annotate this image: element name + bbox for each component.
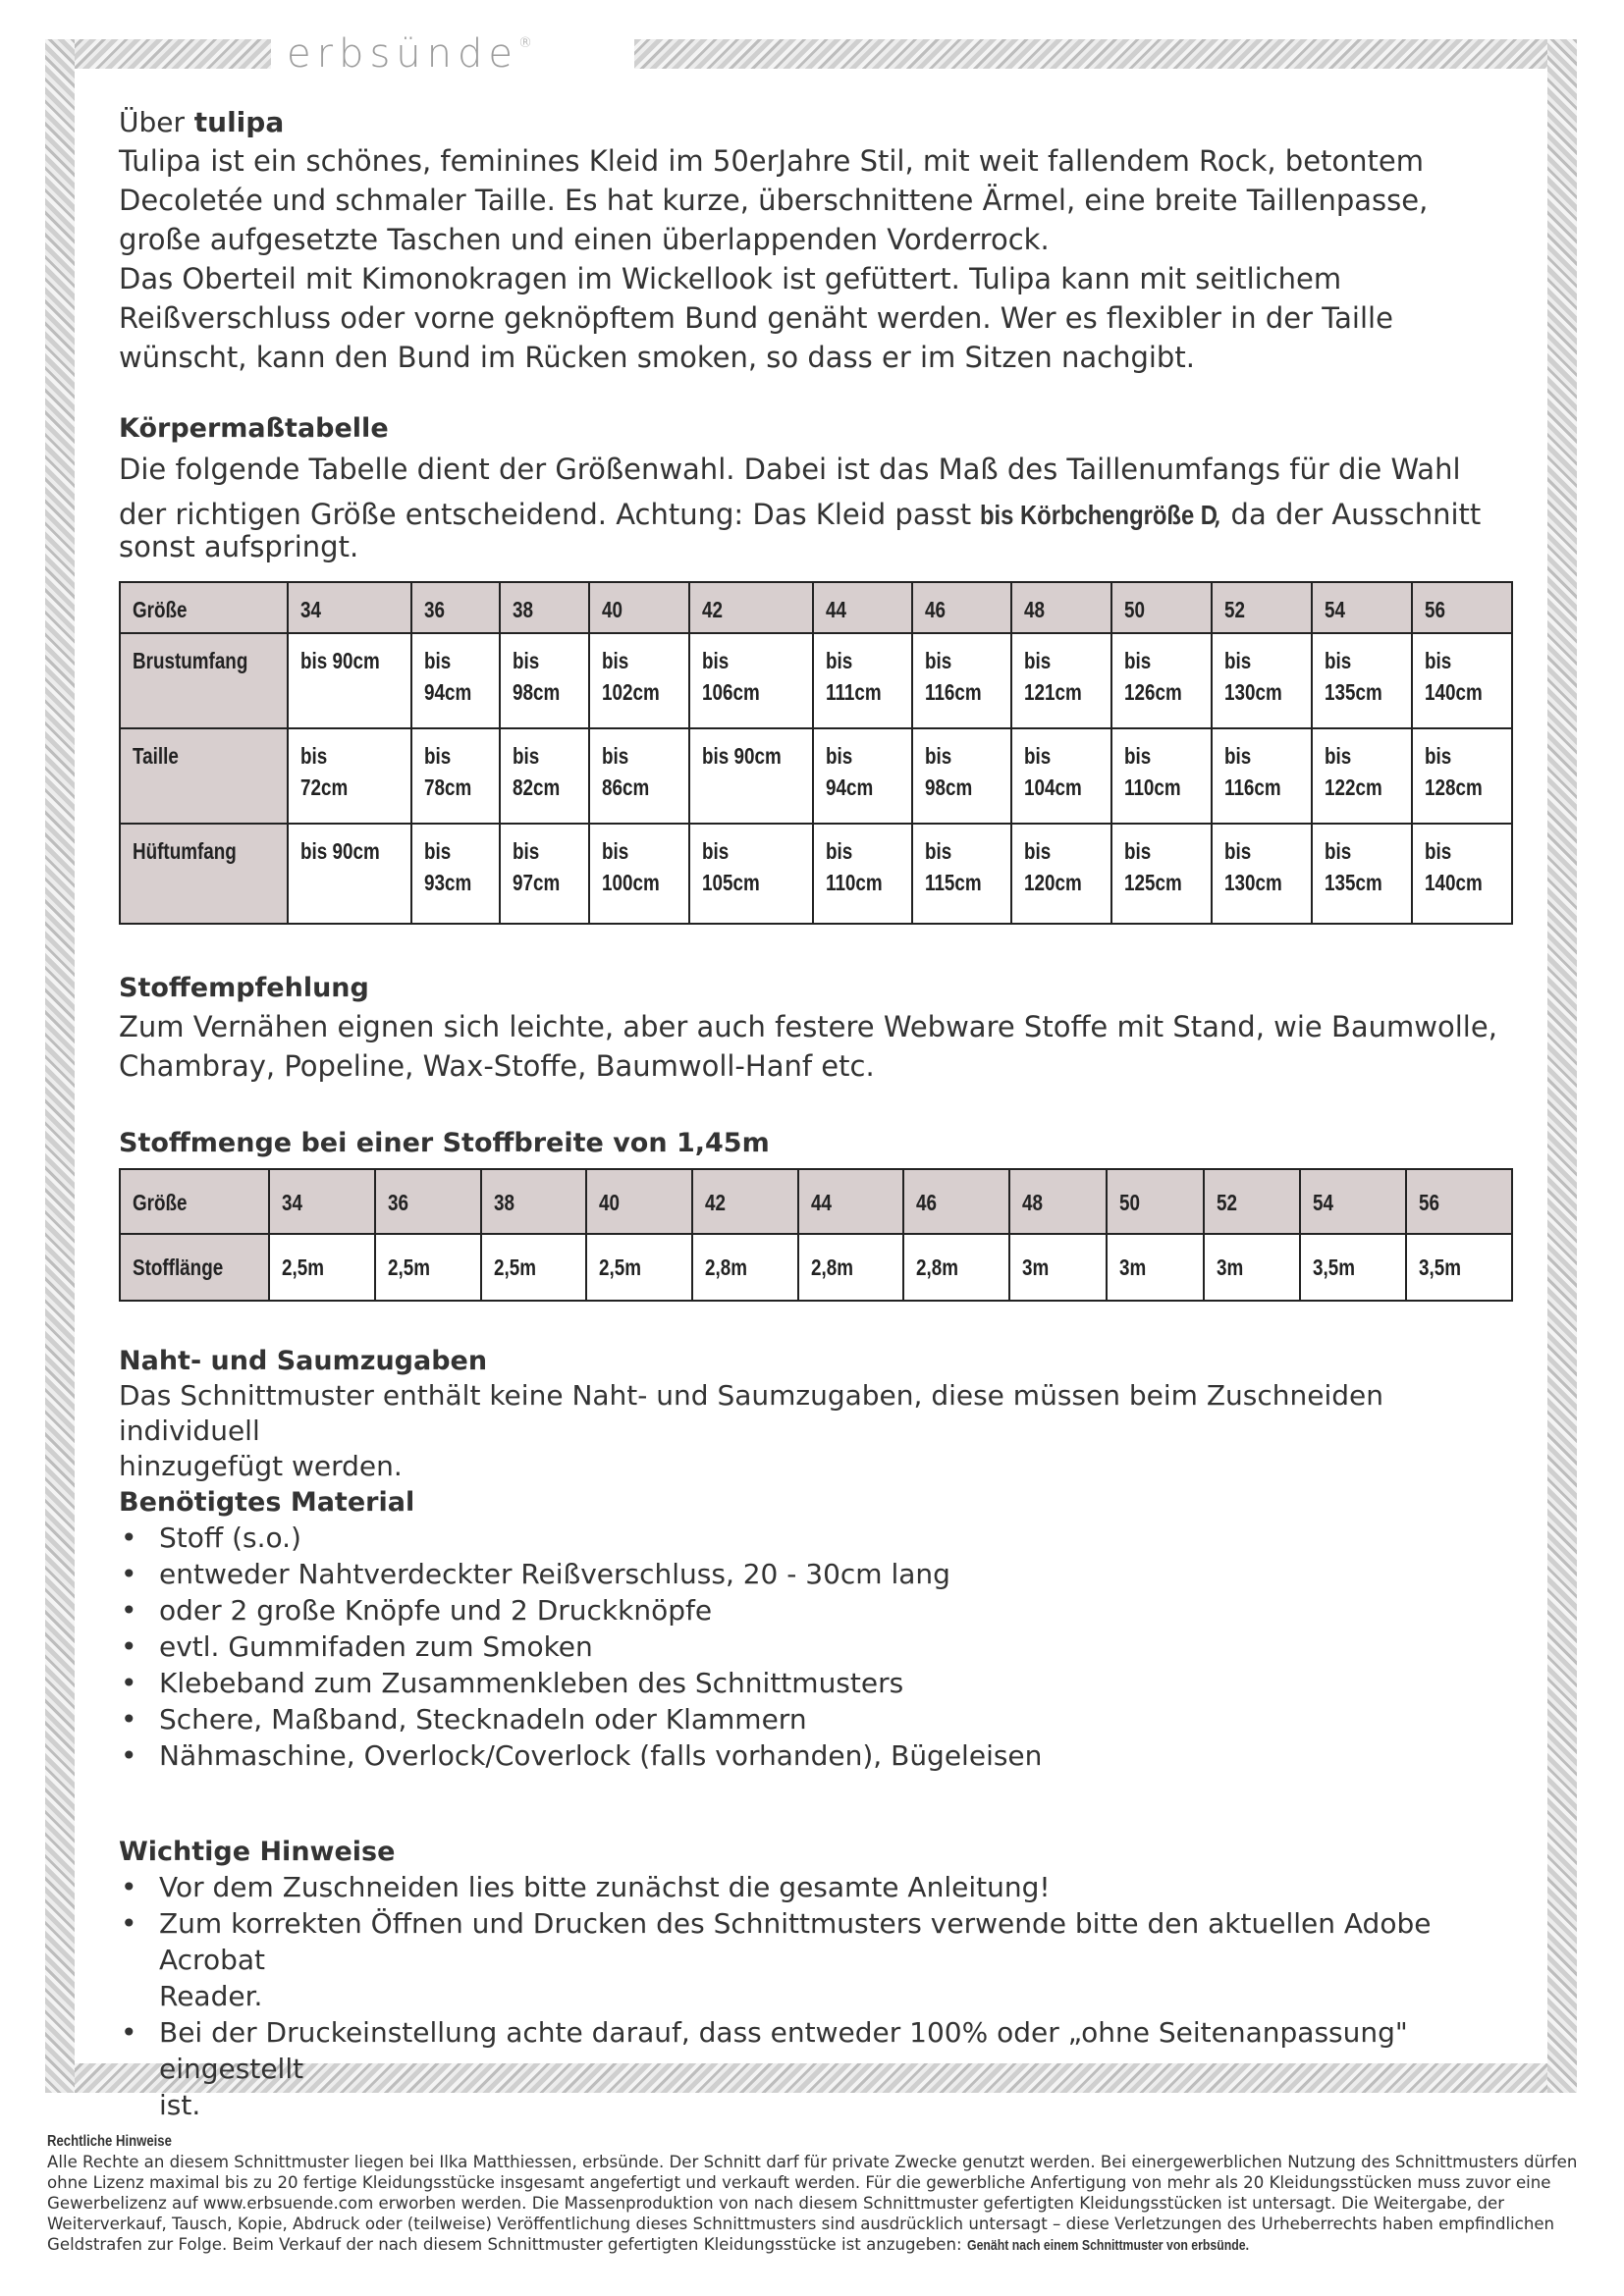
fabric-text-line: Zum Vernähen eignen sich leichte, aber auch festere Webware Stoffe mit Stand, wie Baumwolle, xyxy=(119,1010,1497,1043)
table-cell xyxy=(1412,633,1512,728)
note-text: • Zum korrekten Öffnen und Drucken des Schnittmusters verwende bitte den aktuellen Adobe Acrobat xyxy=(159,1907,1432,1976)
legal-text xyxy=(47,2152,1589,2234)
cell-text: bis xyxy=(924,743,952,769)
amount-value: 3m xyxy=(1216,1255,1243,1280)
legal-heading: Rechtliche Hinweise xyxy=(47,2133,172,2150)
row-label-cell xyxy=(120,1234,269,1301)
amount-value: 3,5m xyxy=(1313,1255,1356,1280)
note-item xyxy=(119,2014,1513,2123)
body-measure-section xyxy=(119,412,1513,566)
fabric-text xyxy=(119,1007,1513,1086)
seam-heading: Naht- und Saumzugaben xyxy=(119,1346,488,1376)
cell-text: 100cm xyxy=(602,870,661,895)
cell-text: bis xyxy=(702,648,730,673)
table-cell xyxy=(912,824,1011,924)
size-label: 42 xyxy=(704,1190,726,1215)
table-cell xyxy=(589,824,689,924)
legal-last-line: Geldstrafen zur Folge. Beim Verkauf der nach diesem Schnittmuster gefertigten Kleidungsstücke ist anzugeben: Genäht nach einem Schnittmuster von erbsünde. xyxy=(47,2235,1249,2254)
cell-text: bis xyxy=(1223,648,1252,673)
cell-text: bis xyxy=(602,743,629,769)
table-cell xyxy=(288,824,410,924)
body-measure-heading: Körpermaßtabelle xyxy=(119,413,389,444)
cell-text: 126cm xyxy=(1123,679,1182,705)
frame-top-left xyxy=(45,39,271,69)
cell-text: bis xyxy=(602,838,629,864)
material-item: • evtl. Gummifaden zum Smoken xyxy=(119,1629,1513,1665)
cell-text: bis xyxy=(924,648,952,673)
size-label: 52 xyxy=(1223,597,1245,622)
about-text-line: Reißverschluss oder vorne geknöpftem Bund genäht werden. Wer es flexibler in der Taille xyxy=(119,301,1393,335)
table-header-row xyxy=(120,1169,1512,1234)
cell-text: 135cm xyxy=(1324,679,1382,705)
notes-heading: Wichtige Hinweise xyxy=(119,1837,396,1867)
material-item: • Schere, Maßband, Stecknadeln oder Klammern xyxy=(119,1701,1513,1737)
table-cell xyxy=(689,728,812,824)
size-label-cell xyxy=(1204,1169,1301,1234)
amount-value-cell xyxy=(375,1234,481,1301)
amount-value: 3m xyxy=(1022,1255,1050,1280)
cell-text: 120cm xyxy=(1023,870,1082,895)
cell-text: 105cm xyxy=(702,870,761,895)
size-header-cell xyxy=(1212,582,1312,633)
table-cell xyxy=(689,824,812,924)
cell-text: bis xyxy=(423,838,451,864)
table-row xyxy=(120,1234,1512,1301)
cell-text: bis xyxy=(300,743,328,769)
cell-text: 140cm xyxy=(1424,679,1483,705)
row-label-cell xyxy=(120,633,288,728)
size-header-cell xyxy=(912,582,1011,633)
row-label: Stofflänge xyxy=(133,1255,224,1280)
size-label: 46 xyxy=(916,1190,938,1215)
legal-text-line: ohne Lizenz maximal bis zu 20 fertige Kleidungsstücke insgesamt angefertigt und verkauft werden. Für die gewerbliche Anfertigung von mehr als 20 Kleidungsstücken muss zuvor eine xyxy=(47,2173,1551,2192)
cell-text: 78cm xyxy=(423,774,471,800)
about-text-line: Decoletée und schmaler Taille. Es hat kurze, überschnittene Ärmel, eine breite Taillenpasse, xyxy=(119,184,1429,217)
cell-text: bis 90cm xyxy=(300,648,380,673)
legal-text-line: Alle Rechte an diesem Schnittmuster liegen bei Ilka Matthiessen, erbsünde. Der Schnitt darf für private Zwecke genutzt werden. Bei einergewerblichen Nutzung des Schnittmusters dürfen xyxy=(47,2153,1578,2171)
cell-text: bis xyxy=(1424,648,1452,673)
size-label: 50 xyxy=(1123,597,1145,622)
frame-right xyxy=(1547,39,1577,2093)
table-cell xyxy=(589,633,689,728)
note-text: ist. xyxy=(159,2089,201,2121)
amount-value: 2,5m xyxy=(387,1255,430,1280)
material-heading: Benötigtes Material xyxy=(119,1487,415,1518)
cell-text: bis xyxy=(825,743,853,769)
size-label: 42 xyxy=(702,597,724,622)
notes-section xyxy=(119,1836,1513,2123)
frame-top-right xyxy=(634,39,1577,69)
table-cell xyxy=(1212,633,1312,728)
cell-text: 94cm xyxy=(825,774,874,800)
table-cell xyxy=(689,633,812,728)
size-label: 52 xyxy=(1216,1190,1237,1215)
cell-text: bis xyxy=(702,838,730,864)
size-label: 34 xyxy=(300,597,322,622)
table-cell xyxy=(589,728,689,824)
size-label-cell xyxy=(1107,1169,1204,1234)
cell-text: 121cm xyxy=(1023,679,1082,705)
about-section xyxy=(119,106,1513,377)
size-header-cell xyxy=(689,582,812,633)
size-label: 44 xyxy=(810,1190,832,1215)
seam-text xyxy=(119,1378,1513,1484)
cell-text: 104cm xyxy=(1023,774,1082,800)
about-text-line: Das Oberteil mit Kimonokragen im Wickellook ist gefüttert. Tulipa kann mit seitlichem xyxy=(119,262,1342,295)
size-label-cell xyxy=(1009,1169,1107,1234)
table-cell xyxy=(411,728,501,824)
size-label: 54 xyxy=(1324,597,1345,622)
size-label: 38 xyxy=(513,597,534,622)
about-heading: Über tulipa xyxy=(119,106,285,138)
amount-value-cell xyxy=(1009,1234,1107,1301)
cell-text: 86cm xyxy=(602,774,650,800)
row-label: Brustumfang xyxy=(133,648,248,673)
fabric-section xyxy=(119,972,1513,1086)
table-cell xyxy=(288,633,410,728)
size-label-cell xyxy=(481,1169,587,1234)
size-label: 56 xyxy=(1419,1190,1440,1215)
table-cell xyxy=(288,728,410,824)
cell-text: 93cm xyxy=(423,870,471,895)
cell-text: 140cm xyxy=(1424,870,1483,895)
size-label-cell xyxy=(586,1169,692,1234)
amount-heading: Stoffmenge bei einer Stoffbreite von 1,45m xyxy=(119,1128,770,1158)
size-label: 50 xyxy=(1118,1190,1140,1215)
header-cell xyxy=(120,582,288,633)
size-label: 54 xyxy=(1313,1190,1334,1215)
cell-text: 98cm xyxy=(513,679,561,705)
amount-value: 2,8m xyxy=(704,1255,747,1280)
amount-value-cell xyxy=(798,1234,904,1301)
cell-text: 94cm xyxy=(423,679,471,705)
note-text: • Bei der Druckeinstellung achte darauf, dass entweder 100% oder „ohne Seitenanpassung" eingestellt xyxy=(159,2016,1408,2085)
size-label: 34 xyxy=(282,1190,303,1215)
cell-text: 97cm xyxy=(513,870,561,895)
amount-value-cell xyxy=(481,1234,587,1301)
cell-text: bis xyxy=(1324,648,1352,673)
cell-text: bis xyxy=(1223,743,1252,769)
table-cell xyxy=(500,633,589,728)
material-item: • Klebeband zum Zusammenkleben des Schnittmusters xyxy=(119,1665,1513,1701)
material-item: • Nähmaschine, Overlock/Coverlock (falls vorhanden), Bügeleisen xyxy=(119,1737,1513,1774)
body-measure-line3: sonst aufspringt. xyxy=(119,530,359,563)
size-header-cell xyxy=(288,582,410,633)
row-label: Taille xyxy=(133,743,179,769)
amount-value: 2,8m xyxy=(916,1255,959,1280)
cell-text: bis xyxy=(1424,743,1452,769)
material-item: • oder 2 große Knöpfe und 2 Druckknöpfe xyxy=(119,1592,1513,1629)
size-label: 48 xyxy=(1022,1190,1043,1215)
size-label: 40 xyxy=(599,1190,621,1215)
table-cell xyxy=(1312,824,1412,924)
table-row xyxy=(120,633,1512,728)
seam-text-line: hinzugefügt werden. xyxy=(119,1450,403,1482)
size-label-cell xyxy=(1406,1169,1512,1234)
seam-text-line: Das Schnittmuster enthält keine Naht- und Saumzugaben, diese müssen beim Zuschneiden individuell xyxy=(119,1379,1383,1447)
table-cell xyxy=(1212,824,1312,924)
size-label: 56 xyxy=(1424,597,1445,622)
cell-text: 72cm xyxy=(300,774,349,800)
about-text-line: Tulipa ist ein schönes, feminines Kleid im 50erJahre Stil, mit weit fallendem Rock, betontem xyxy=(119,144,1425,178)
amount-value-cell xyxy=(1204,1234,1301,1301)
note-text: Reader. xyxy=(159,1980,263,2012)
table-row xyxy=(120,728,1512,824)
body-measure-table xyxy=(119,581,1513,925)
size-label: 46 xyxy=(924,597,946,622)
table-cell xyxy=(1011,633,1111,728)
cell-text: bis xyxy=(602,648,629,673)
cell-text: bis xyxy=(1023,648,1051,673)
size-label-cell xyxy=(269,1169,375,1234)
size-label-cell xyxy=(692,1169,798,1234)
table-cell xyxy=(1312,728,1412,824)
fabric-text-line: Chambray, Popeline, Wax-Stoffe, Baumwoll-Hanf etc. xyxy=(119,1049,875,1083)
row-label-cell xyxy=(120,728,288,824)
cell-text: 106cm xyxy=(702,679,761,705)
about-text-line: wünscht, kann den Bund im Rücken smoken, so dass er im Sitzen nachgibt. xyxy=(119,341,1195,374)
cell-text: 128cm xyxy=(1424,774,1483,800)
material-item: • Stoff (s.o.) xyxy=(119,1520,1513,1556)
cell-text: 111cm xyxy=(825,679,882,705)
material-list xyxy=(119,1520,1513,1774)
amount-value-cell xyxy=(269,1234,375,1301)
cell-text: bis xyxy=(1023,743,1051,769)
cell-text: 110cm xyxy=(825,870,883,895)
cell-text: bis xyxy=(513,838,540,864)
table-header-row xyxy=(120,582,1512,633)
cell-text: bis 90cm xyxy=(702,743,783,769)
table-cell xyxy=(1412,824,1512,924)
header-label: Größe xyxy=(133,597,188,622)
cell-text: bis xyxy=(825,838,853,864)
body-measure-line1: Die folgende Tabelle dient der Größenwahl. Dabei ist das Maß des Taillenumfangs für die Wahl xyxy=(119,453,1461,486)
size-header-cell xyxy=(1011,582,1111,633)
amount-value-cell xyxy=(692,1234,798,1301)
cell-text: bis xyxy=(513,743,540,769)
size-header-cell xyxy=(589,582,689,633)
table-cell xyxy=(1111,824,1212,924)
amount-value-cell xyxy=(903,1234,1009,1301)
material-section xyxy=(119,1486,1513,1774)
cell-text: 130cm xyxy=(1223,679,1282,705)
cell-text: 125cm xyxy=(1123,870,1182,895)
size-label: 36 xyxy=(423,597,445,622)
fabric-heading: Stoffempfehlung xyxy=(119,973,369,1003)
fabric-amount-table xyxy=(119,1168,1513,1302)
cell-text: 116cm xyxy=(924,679,982,705)
amount-value-cell xyxy=(586,1234,692,1301)
cell-text: 116cm xyxy=(1223,774,1281,800)
legal-notice xyxy=(47,2130,1589,2256)
row-label-cell xyxy=(120,824,288,924)
amount-value-cell xyxy=(1406,1234,1512,1301)
cell-text: 130cm xyxy=(1223,870,1282,895)
size-label-cell xyxy=(903,1169,1009,1234)
table-cell xyxy=(912,728,1011,824)
table-cell xyxy=(813,728,912,824)
amount-value: 2,8m xyxy=(810,1255,853,1280)
cell-text: bis xyxy=(1123,838,1152,864)
notes-list xyxy=(119,1869,1513,2123)
cell-text: bis xyxy=(1324,743,1352,769)
header-label-cell xyxy=(120,1169,269,1234)
about-text-line: große aufgesetzte Taschen und einen überlappenden Vorderrock. xyxy=(119,223,1050,256)
size-label: 48 xyxy=(1023,597,1045,622)
cell-text: bis xyxy=(1123,648,1152,673)
table-row xyxy=(120,824,1512,924)
amount-value: 2,5m xyxy=(493,1255,536,1280)
cell-text: bis xyxy=(1223,838,1252,864)
cell-text: 115cm xyxy=(924,870,982,895)
brand-logo: erbsünde® xyxy=(287,31,532,77)
note-item xyxy=(119,1905,1513,2014)
header-label: Größe xyxy=(133,1190,188,1215)
seam-section xyxy=(119,1345,1513,1484)
size-label-cell xyxy=(1300,1169,1406,1234)
cell-text: bis xyxy=(924,838,952,864)
row-label: Hüftumfang xyxy=(133,838,237,864)
cell-text: 122cm xyxy=(1324,774,1382,800)
size-label: 36 xyxy=(387,1190,408,1215)
table-cell xyxy=(1212,728,1312,824)
amount-value: 3m xyxy=(1118,1255,1147,1280)
legal-text-line: Weiterverkauf, Tausch, Kopie, Abdruck oder (teilweise) Veröffentlichung dieses Schnittmusters sind ausdrücklich untersagt – diese Verletzungen des Urheberrechts haben empfindlichen xyxy=(47,2215,1555,2233)
table-cell xyxy=(411,633,501,728)
cell-text: bis xyxy=(423,648,451,673)
amount-value: 2,5m xyxy=(599,1255,642,1280)
size-label-cell xyxy=(798,1169,904,1234)
size-label: 40 xyxy=(602,597,623,622)
cell-text: bis xyxy=(825,648,853,673)
material-item: • entweder Nahtverdeckter Reißverschluss, 20 - 30cm lang xyxy=(119,1556,1513,1592)
table-cell xyxy=(1111,633,1212,728)
table-cell xyxy=(1111,728,1212,824)
size-label: 44 xyxy=(825,597,846,622)
cell-text: bis xyxy=(1023,838,1051,864)
legal-text-line: Gewerbelizenz auf www.erbsuende.com erworben werden. Die Massenproduktion von nach diesem Schnittmuster gefertigten Kleidungsstücken ist untersagt. Die Weitergabe, der xyxy=(47,2194,1505,2213)
body-measure-line2: der richtigen Größe entscheidend. Achtung: Das Kleid passt bis Körbchengröße D, da der Ausschnitt xyxy=(119,498,1482,531)
amount-value: 2,5m xyxy=(282,1255,325,1280)
table-cell xyxy=(1011,824,1111,924)
table-cell xyxy=(1412,728,1512,824)
cell-text: bis xyxy=(1324,838,1352,864)
table-cell xyxy=(500,728,589,824)
size-header-cell xyxy=(500,582,589,633)
cell-text: 135cm xyxy=(1324,870,1382,895)
about-text xyxy=(119,141,1513,377)
size-header-cell xyxy=(1412,582,1512,633)
table-cell xyxy=(912,633,1011,728)
size-header-cell xyxy=(813,582,912,633)
cell-text: bis xyxy=(1424,838,1452,864)
table-cell xyxy=(1011,728,1111,824)
frame-left xyxy=(45,39,75,2093)
table-cell xyxy=(1312,633,1412,728)
cell-text: bis 90cm xyxy=(300,838,380,864)
size-label-cell xyxy=(375,1169,481,1234)
cell-text: bis xyxy=(1123,743,1152,769)
amount-value-cell xyxy=(1300,1234,1406,1301)
note-text: • Vor dem Zuschneiden lies bitte zunächst die gesamte Anleitung! xyxy=(159,1871,1051,1903)
amount-value-cell xyxy=(1107,1234,1204,1301)
table-cell xyxy=(411,824,501,924)
amount-value: 3,5m xyxy=(1419,1255,1462,1280)
cell-text: 110cm xyxy=(1123,774,1181,800)
amount-section xyxy=(119,1127,1513,1160)
cell-text: 102cm xyxy=(602,679,661,705)
table-cell xyxy=(500,824,589,924)
table-cell xyxy=(813,633,912,728)
table-cell xyxy=(813,824,912,924)
note-item xyxy=(119,1869,1513,1905)
cell-text: 82cm xyxy=(513,774,561,800)
size-label: 38 xyxy=(493,1190,514,1215)
size-header-cell xyxy=(1111,582,1212,633)
cell-text: 98cm xyxy=(924,774,972,800)
size-header-cell xyxy=(411,582,501,633)
size-header-cell xyxy=(1312,582,1412,633)
cell-text: bis xyxy=(423,743,451,769)
cell-text: bis xyxy=(513,648,540,673)
